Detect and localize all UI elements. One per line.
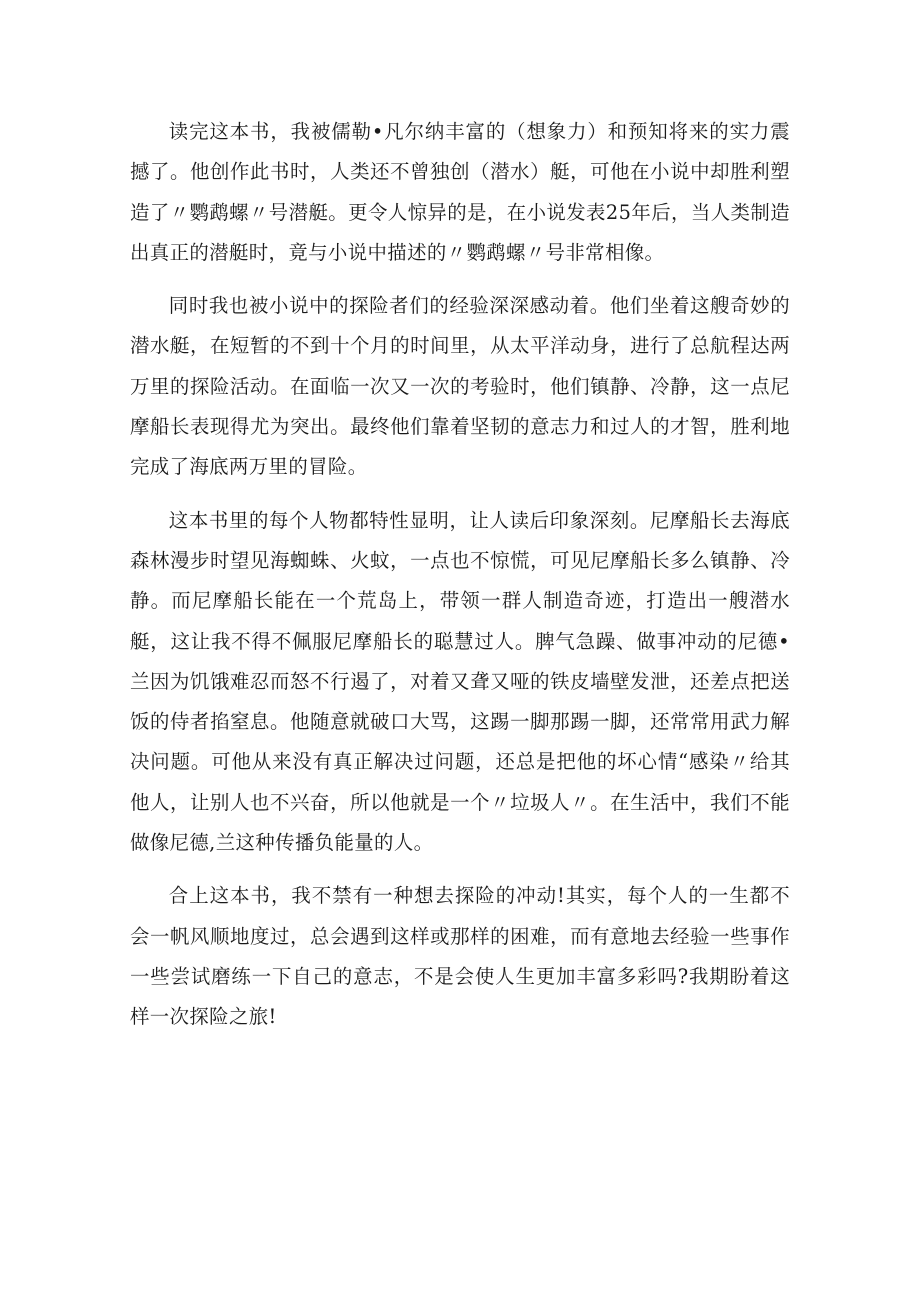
paragraph-1: 读完这本书，我被儒勒•凡尔纳丰富的（想象力）和预知将来的实力震撼了。他创作此书时，人类还不曾独创（潜水）艇，可他在小说中却胜利塑造了〃鹦鹉螺〃号潜艇。更令人惊异的是，在小说发表25年后，当人类制造出真正的潜艇时，竟与小说中描述的〃鹦鹉螺〃号非常相像。 [130, 120, 790, 264]
document-body [130, 112, 790, 1051]
paragraph-3: 这本书里的每个人物都特性显明，让人读后印象深刻。尼摩船长去海底森林漫步时望见海蜘蛛、火蚊，一点也不惊慌，可见尼摩船长多么镇静、冷静。而尼摩船长能在一个荒岛上，带领一群人制造奇迹，打造出一艘潜水艇，这让我不得不佩服尼摩船长的聪慧过人。脾气急躁、做事冲动的尼德•兰因为饥饿难忍而怒不行遏了，对着又聋又哑的铁皮墙壁发泄，还差点把送饭的侍者掐窒息。他随意就破口大骂，这踢一脚那踢一脚，还常常用武力解决问题。可他从来没有真正解决过问题，还总是把他的坏心情“感染〃给其他人，让别人也不兴奋，所以他就是一个〃垃圾人〃。在生活中，我们不能做像尼德,兰这种传播负能量的人。 [130, 508, 790, 855]
paragraph-4: 合上这本书，我不禁有一种想去探险的冲动!其实，每个人的一生都不会一帆风顺地度过，总会遇到这样或那样的困难，而有意地去经验一些事作一些尝试磨练一下自己的意志，不是会使人生更加丰富多彩吗?我期盼着这样一次探险之旅! [130, 884, 790, 1029]
paragraph-2: 同时我也被小说中的探险者们的经验深深感动着。他们坐着这艘奇妙的潜水艇，在短暂的不到十个月的时间里，从太平洋动身，进行了总航程达两万里的探险活动。在面临一次又一次的考验时，他们镇静、冷静，这一点尼摩船长表现得尤为突出。最终他们靠着坚韧的意志力和过人的才智，胜利地完成了海底两万里的冒险。 [130, 294, 790, 479]
